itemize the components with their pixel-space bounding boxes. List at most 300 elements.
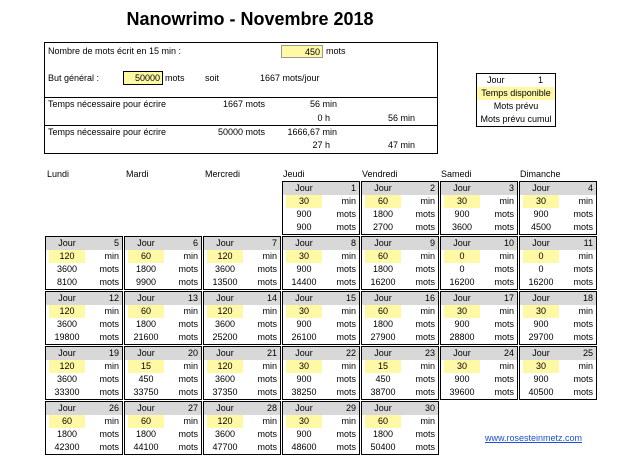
- time-available[interactable]: 0: [444, 250, 480, 263]
- planned-words: 3600: [214, 374, 236, 384]
- cumulative-words: 16200: [449, 277, 475, 287]
- legend-mots-prevu: Mots prévu: [493, 101, 539, 111]
- cumulative-words: 3600: [451, 222, 473, 232]
- day-cell[interactable]: [282, 181, 360, 235]
- mots-unit: mots: [494, 332, 514, 342]
- website-link[interactable]: www.rosesteinmetz.com: [485, 433, 583, 443]
- planned-words: 450: [375, 374, 391, 384]
- day-number: 2: [429, 183, 435, 193]
- day-cell[interactable]: [282, 346, 360, 400]
- time-available[interactable]: 60: [49, 415, 85, 428]
- day-name: Mardi: [126, 169, 149, 179]
- mots-unit: mots: [494, 209, 514, 219]
- legend-temps-disponible: Temps disponible: [477, 87, 555, 100]
- day-header: [46, 292, 122, 305]
- jour-label: Jour: [137, 348, 155, 358]
- mots-unit: mots: [99, 332, 119, 342]
- day-name: Samedi: [441, 169, 472, 179]
- jour-label: Jour: [58, 348, 76, 358]
- day-cell[interactable]: [45, 346, 123, 400]
- time-available[interactable]: 60: [128, 305, 164, 318]
- jour-label: Jour: [295, 403, 313, 413]
- day-number: 17: [503, 293, 514, 303]
- time-available[interactable]: 30: [523, 195, 559, 208]
- time-available[interactable]: 15: [365, 360, 401, 373]
- day-number: 10: [503, 238, 514, 248]
- legend-box: [476, 73, 556, 127]
- day-time-row: [125, 250, 201, 263]
- day-number: 4: [587, 183, 593, 193]
- day-cell[interactable]: [361, 401, 439, 455]
- mots-unit: mots: [573, 277, 593, 287]
- day-cell[interactable]: [519, 181, 597, 235]
- cumulative-words: 21600: [133, 332, 159, 342]
- time-available[interactable]: 30: [286, 305, 322, 318]
- mots-unit: mots: [494, 319, 514, 329]
- day-words-row: [204, 373, 280, 386]
- time-available[interactable]: 15: [128, 360, 164, 373]
- min-unit: min: [262, 416, 277, 426]
- cumulative-words: 39600: [449, 387, 475, 397]
- day-time-row: [46, 250, 122, 263]
- day-words-row: [283, 208, 359, 221]
- day-number: 11: [583, 238, 593, 248]
- day-cumul-row: [46, 441, 122, 454]
- day-time-row: [362, 195, 438, 208]
- day-cumul-row: [441, 221, 517, 234]
- goal-input[interactable]: 50000: [123, 71, 163, 85]
- jour-label: Jour: [532, 183, 550, 193]
- words-per-15min-unit: mots: [326, 46, 346, 56]
- day-cell[interactable]: [440, 346, 518, 400]
- mots-unit: mots: [257, 387, 277, 397]
- day-cumul-row: [204, 441, 280, 454]
- mots-unit: mots: [178, 332, 198, 342]
- planned-words: 0: [459, 264, 465, 274]
- day-words-row: [204, 428, 280, 441]
- planned-words: 1800: [56, 429, 78, 439]
- planned-words: 1800: [135, 429, 157, 439]
- mots-unit: mots: [99, 374, 119, 384]
- day-words-row: [362, 373, 438, 386]
- day-cell[interactable]: [282, 236, 360, 290]
- planned-words: 900: [533, 319, 549, 329]
- time-available[interactable]: 120: [49, 305, 85, 318]
- day-number: 12: [108, 293, 119, 303]
- day-header: [283, 237, 359, 250]
- time-available[interactable]: 30: [286, 250, 322, 263]
- day-words-row: [520, 373, 596, 386]
- cumulative-words: 33300: [54, 387, 80, 397]
- soit-label: soit: [205, 73, 220, 83]
- cumulative-words: 26100: [291, 332, 317, 342]
- day-cumul-row: [125, 276, 201, 289]
- day-header: [362, 347, 438, 360]
- day-cell[interactable]: [440, 236, 518, 290]
- mots-unit: mots: [336, 442, 356, 452]
- day-cell[interactable]: [124, 401, 202, 455]
- day-cell[interactable]: [440, 291, 518, 345]
- min-unit: min: [183, 306, 198, 316]
- day-words-row: [520, 263, 596, 276]
- day-cumul-row: [283, 276, 359, 289]
- jour-label: Jour: [295, 238, 313, 248]
- mots-unit: mots: [336, 429, 356, 439]
- planned-words: 3600: [214, 264, 236, 274]
- jour-label: Jour: [216, 293, 234, 303]
- day-cell[interactable]: [45, 401, 123, 455]
- jour-label: Jour: [532, 348, 550, 358]
- min-unit: min: [341, 251, 356, 261]
- day-cumul-row: [362, 386, 438, 399]
- day-number: 1: [350, 183, 356, 193]
- time-available[interactable]: 120: [207, 360, 243, 373]
- day-number: 21: [266, 348, 277, 358]
- cumulative-words: 38700: [370, 387, 396, 397]
- jour-label: Jour: [532, 238, 550, 248]
- time-available[interactable]: 30: [444, 195, 480, 208]
- day-time-row: [204, 305, 280, 318]
- day-words-row: [362, 428, 438, 441]
- jour-label: Jour: [216, 348, 234, 358]
- day-header: [520, 182, 596, 195]
- jour-label: Jour: [374, 183, 392, 193]
- time-total-minutes-rest: 47 min: [387, 140, 415, 150]
- day-header: [125, 292, 201, 305]
- day-cumul-row: [362, 441, 438, 454]
- min-unit: min: [341, 361, 356, 371]
- page-title: Nanowrimo - Novembre 2018: [126, 9, 374, 29]
- planned-words: 1800: [135, 319, 157, 329]
- time-available[interactable]: 60: [365, 415, 401, 428]
- mots-unit: mots: [336, 264, 356, 274]
- time-available[interactable]: 30: [444, 360, 480, 373]
- mots-unit: mots: [415, 387, 435, 397]
- day-cumul-row: [46, 386, 122, 399]
- cumulative-words: 48600: [291, 442, 317, 452]
- day-cell[interactable]: [440, 181, 518, 235]
- day-number: 15: [345, 293, 356, 303]
- time-available[interactable]: 60: [128, 250, 164, 263]
- day-number: 22: [345, 348, 356, 358]
- divider: [45, 125, 437, 126]
- day-number: 14: [266, 293, 277, 303]
- mots-unit: mots: [99, 387, 119, 397]
- day-time-row: [362, 415, 438, 428]
- jour-label: Jour: [216, 403, 234, 413]
- min-unit: min: [341, 306, 356, 316]
- min-unit: min: [499, 196, 514, 206]
- day-time-row: [362, 250, 438, 263]
- time-total-words: 50000 mots: [217, 127, 265, 137]
- mots-unit: mots: [257, 264, 277, 274]
- day-cumul-row: [441, 276, 517, 289]
- jour-label: Jour: [532, 293, 550, 303]
- time-available[interactable]: 30: [444, 305, 480, 318]
- words-per-day: 1667 mots/jour: [260, 73, 320, 83]
- day-number: 29: [345, 403, 356, 413]
- mots-unit: mots: [494, 277, 514, 287]
- mots-unit: mots: [573, 387, 593, 397]
- cumulative-words: 28800: [449, 332, 475, 342]
- mots-unit: mots: [415, 222, 435, 232]
- time-available[interactable]: 60: [365, 250, 401, 263]
- mots-unit: mots: [336, 277, 356, 287]
- day-cumul-row: [520, 221, 596, 234]
- mots-unit: mots: [573, 319, 593, 329]
- mots-unit: mots: [99, 442, 119, 452]
- mots-unit: mots: [257, 442, 277, 452]
- time-available[interactable]: 120: [207, 415, 243, 428]
- time-available[interactable]: 0: [523, 250, 559, 263]
- day-time-row: [204, 360, 280, 373]
- jour-label: Jour: [295, 183, 313, 193]
- day-words-row: [46, 263, 122, 276]
- day-words-row: [204, 318, 280, 331]
- legend-mots-cumul: Mots prévu cumul: [480, 114, 552, 124]
- mots-unit: mots: [178, 429, 198, 439]
- day-header: [441, 292, 517, 305]
- day-time-row: [520, 305, 596, 318]
- day-cumul-row: [204, 386, 280, 399]
- day-cell[interactable]: [203, 346, 281, 400]
- time-available[interactable]: 30: [286, 360, 322, 373]
- day-cell[interactable]: [124, 346, 202, 400]
- day-cumul-row: [362, 331, 438, 344]
- day-number: 3: [508, 183, 514, 193]
- day-words-row: [46, 373, 122, 386]
- day-cell[interactable]: [203, 291, 281, 345]
- mots-unit: mots: [99, 429, 119, 439]
- day-cumul-row: [125, 441, 201, 454]
- time-available[interactable]: 30: [523, 305, 559, 318]
- day-number: 28: [266, 403, 277, 413]
- time-available[interactable]: 60: [365, 305, 401, 318]
- day-header: [441, 237, 517, 250]
- planned-words: 900: [454, 209, 470, 219]
- day-header: [204, 292, 280, 305]
- time-available[interactable]: 60: [365, 195, 401, 208]
- day-cumul-row: [204, 276, 280, 289]
- min-unit: min: [420, 361, 435, 371]
- min-unit: min: [578, 196, 593, 206]
- jour-label: Jour: [58, 238, 76, 248]
- day-number: 30: [424, 403, 435, 413]
- planned-words: 1800: [372, 319, 394, 329]
- day-cell[interactable]: [124, 236, 202, 290]
- day-time-row: [441, 195, 517, 208]
- planned-words: 450: [138, 374, 154, 384]
- day-cell[interactable]: [45, 291, 123, 345]
- mots-unit: mots: [494, 374, 514, 384]
- day-cumul-row: [125, 331, 201, 344]
- day-number: 8: [350, 238, 356, 248]
- day-cumul-row: [362, 276, 438, 289]
- cumulative-words: 25200: [212, 332, 238, 342]
- min-unit: min: [420, 251, 435, 261]
- day-words-row: [283, 373, 359, 386]
- day-words-row: [283, 318, 359, 331]
- day-name: Vendredi: [362, 169, 398, 179]
- day-cell[interactable]: [203, 236, 281, 290]
- mots-unit: mots: [415, 264, 435, 274]
- jour-label: Jour: [295, 348, 313, 358]
- jour-label: Jour: [453, 238, 471, 248]
- day-cell[interactable]: [45, 236, 123, 290]
- time-available[interactable]: 30: [286, 415, 322, 428]
- min-unit: min: [499, 251, 514, 261]
- day-words-row: [125, 263, 201, 276]
- mots-unit: mots: [178, 442, 198, 452]
- day-time-row: [46, 305, 122, 318]
- mots-unit: mots: [415, 277, 435, 287]
- day-cell[interactable]: [361, 236, 439, 290]
- day-number: 24: [503, 348, 514, 358]
- day-cumul-row: [283, 441, 359, 454]
- jour-label: Jour: [137, 238, 155, 248]
- time-available[interactable]: 120: [49, 360, 85, 373]
- day-name: Lundi: [47, 169, 70, 179]
- day-number: 25: [582, 348, 593, 358]
- mots-unit: mots: [99, 319, 119, 329]
- day-header: [520, 237, 596, 250]
- planned-words: 900: [296, 429, 312, 439]
- day-header: [520, 347, 596, 360]
- day-header: [283, 347, 359, 360]
- time-available[interactable]: 120: [49, 250, 85, 263]
- day-time-row: [441, 250, 517, 263]
- min-unit: min: [578, 361, 593, 371]
- day-header: [204, 347, 280, 360]
- day-names-row: [45, 168, 597, 180]
- day-time-row: [283, 360, 359, 373]
- time-total-label: Temps nécessaire pour écrire: [48, 127, 167, 137]
- planned-words: 900: [296, 264, 312, 274]
- jour-label: Jour: [374, 238, 392, 248]
- day-cumul-row: [520, 276, 596, 289]
- cumulative-words: 50400: [370, 442, 396, 452]
- day-cell[interactable]: [124, 291, 202, 345]
- time-available[interactable]: 120: [207, 305, 243, 318]
- day-number: 6: [192, 238, 198, 248]
- mots-unit: mots: [99, 277, 119, 287]
- day-time-row: [125, 415, 201, 428]
- day-cell[interactable]: [361, 346, 439, 400]
- day-header: [283, 402, 359, 415]
- day-cell[interactable]: [519, 346, 597, 400]
- min-unit: min: [104, 416, 119, 426]
- time-available[interactable]: 60: [128, 415, 164, 428]
- day-name: Mercredi: [205, 169, 241, 179]
- planned-words: 900: [454, 374, 470, 384]
- words-per-15min-label: Nombre de mots écrit en 15 min :: [48, 46, 182, 56]
- day-header: [283, 182, 359, 195]
- mots-unit: mots: [257, 277, 277, 287]
- planned-words: 3600: [56, 264, 78, 274]
- day-header: [362, 402, 438, 415]
- cumulative-words: 29700: [528, 332, 554, 342]
- day-header: [520, 292, 596, 305]
- parameters-panel: [44, 42, 438, 154]
- day-words-row: [283, 428, 359, 441]
- day-words-row: [362, 318, 438, 331]
- time-available[interactable]: 120: [207, 250, 243, 263]
- time-available[interactable]: 30: [523, 360, 559, 373]
- mots-unit: mots: [257, 332, 277, 342]
- cumulative-words: 13500: [212, 277, 238, 287]
- day-header: [441, 347, 517, 360]
- mots-unit: mots: [494, 387, 514, 397]
- min-unit: min: [104, 306, 119, 316]
- mots-unit: mots: [178, 277, 198, 287]
- day-words-row: [362, 263, 438, 276]
- day-time-row: [46, 360, 122, 373]
- day-cell[interactable]: [519, 236, 597, 290]
- mots-unit: mots: [178, 387, 198, 397]
- time-available[interactable]: 30: [286, 195, 322, 208]
- mots-unit: mots: [178, 374, 198, 384]
- min-unit: min: [183, 361, 198, 371]
- mots-unit: mots: [178, 319, 198, 329]
- day-cell[interactable]: [203, 401, 281, 455]
- mots-unit: mots: [178, 264, 198, 274]
- day-header: [204, 402, 280, 415]
- day-cell[interactable]: [361, 291, 439, 345]
- min-unit: min: [578, 306, 593, 316]
- mots-unit: mots: [573, 222, 593, 232]
- day-header: [125, 237, 201, 250]
- day-cumul-row: [441, 386, 517, 399]
- day-cumul-row: [520, 386, 596, 399]
- day-cumul-row: [441, 331, 517, 344]
- planned-words: 900: [296, 209, 312, 219]
- min-unit: min: [262, 251, 277, 261]
- day-number: 13: [187, 293, 198, 303]
- planned-words: 3600: [56, 374, 78, 384]
- min-unit: min: [183, 251, 198, 261]
- day-time-row: [283, 195, 359, 208]
- jour-label: Jour: [374, 403, 392, 413]
- day-number: 16: [424, 293, 435, 303]
- planned-words: 900: [296, 319, 312, 329]
- mots-unit: mots: [415, 319, 435, 329]
- day-cell[interactable]: [282, 291, 360, 345]
- planned-words: 1800: [372, 429, 394, 439]
- cumulative-words: 19800: [54, 332, 80, 342]
- day-words-row: [520, 318, 596, 331]
- cumulative-words: 44100: [133, 442, 159, 452]
- time-per-day-hours: 0 h: [317, 113, 330, 123]
- mots-unit: mots: [494, 222, 514, 232]
- jour-label: Jour: [216, 238, 234, 248]
- day-cumul-row: [204, 331, 280, 344]
- day-time-row: [283, 305, 359, 318]
- mots-unit: mots: [336, 374, 356, 384]
- day-cell[interactable]: [282, 401, 360, 455]
- min-unit: min: [420, 306, 435, 316]
- day-cumul-row: [362, 221, 438, 234]
- goal-unit: mots: [165, 73, 185, 83]
- day-header: [204, 237, 280, 250]
- day-cell[interactable]: [361, 181, 439, 235]
- day-cell[interactable]: [519, 291, 597, 345]
- words-per-15min-input[interactable]: 450: [281, 45, 323, 58]
- min-unit: min: [420, 416, 435, 426]
- day-header: [46, 237, 122, 250]
- day-cumul-row: [283, 221, 359, 234]
- cumulative-words: 14400: [291, 277, 317, 287]
- legend-jour-label: Jour: [487, 75, 505, 85]
